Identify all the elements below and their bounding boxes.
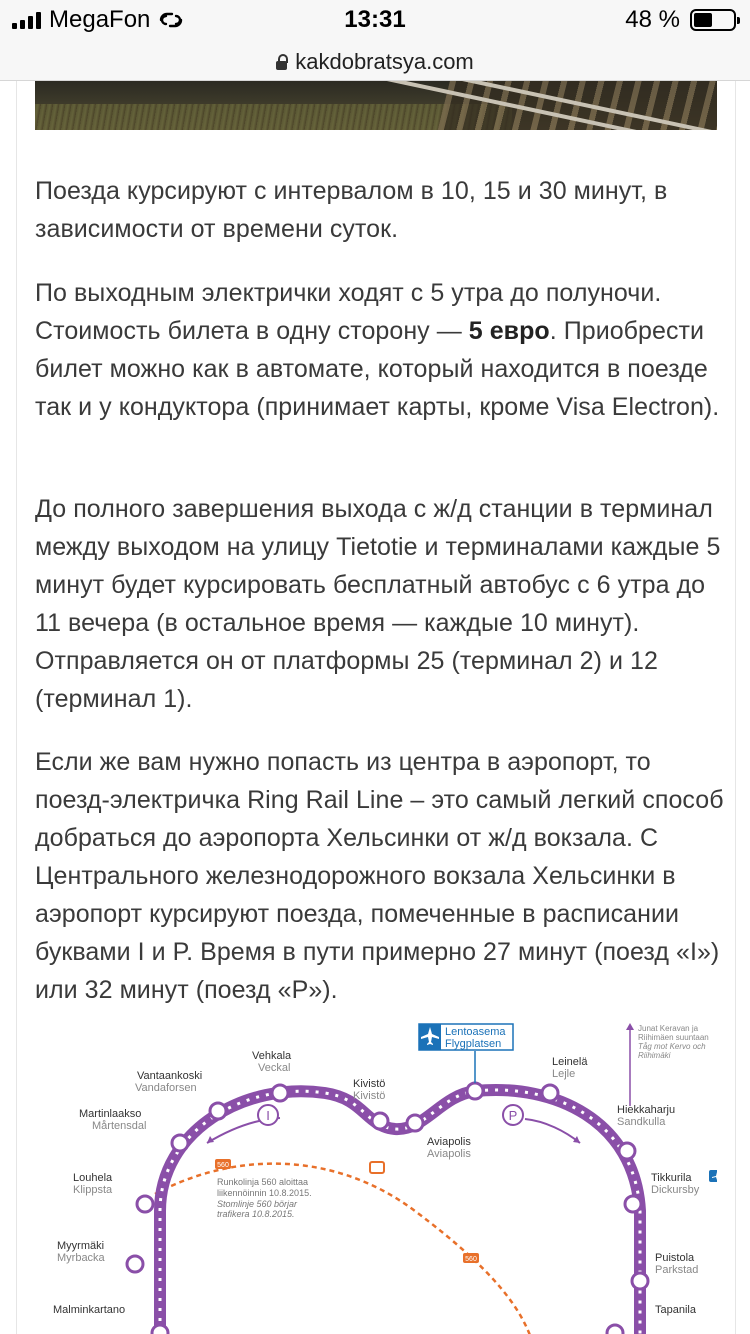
bus-stop-icon — [370, 1162, 384, 1173]
svg-text:Parkstad: Parkstad — [655, 1264, 699, 1276]
station-aviapolis — [407, 1115, 423, 1131]
bus-note: Runkolinja 560 aloittaa liikennöinnin 10.8.2015. Stomlinje 560 börjar trafikera 10.8.2015. — [217, 1177, 312, 1219]
url-text: kakdobratsya.com — [295, 49, 474, 74]
svg-text:Kivistö: Kivistö — [353, 1078, 386, 1090]
svg-text:560: 560 — [465, 1256, 477, 1263]
line-i-label: I — [266, 1108, 270, 1123]
railway-photo — [35, 81, 717, 130]
svg-text:Mårtensdal: Mårtensdal — [92, 1120, 147, 1132]
station-airport — [467, 1083, 483, 1099]
bus-route-line — [155, 1164, 535, 1334]
north-arrow-icon — [626, 1023, 634, 1030]
svg-text:Vehkala: Vehkala — [252, 1050, 292, 1062]
svg-text:Kivistö: Kivistö — [353, 1090, 386, 1102]
svg-text:Vantaankoski: Vantaankoski — [137, 1070, 203, 1082]
svg-text:Aviapolis: Aviapolis — [427, 1148, 471, 1160]
svg-text:Puistola: Puistola — [655, 1252, 695, 1264]
status-bar — [0, 0, 750, 44]
direction-note: Junat Keravan ja Riihimäen suuntaan Tåg mot Kervo och Riihimäki — [638, 1024, 709, 1060]
bus-route-badge — [463, 1253, 479, 1263]
svg-text:Vandaforsen: Vandaforsen — [135, 1082, 197, 1094]
article-page — [16, 81, 736, 1334]
station-louhela — [137, 1196, 153, 1212]
svg-text:Tikkurila: Tikkurila — [651, 1172, 692, 1184]
station-kivisto — [372, 1113, 388, 1129]
svg-text:Louhela: Louhela — [73, 1172, 113, 1184]
svg-text:Dickursby: Dickursby — [651, 1184, 700, 1196]
svg-text:Hiekkaharju: Hiekkaharju — [617, 1104, 676, 1116]
svg-text:Martinlaakso: Martinlaakso — [79, 1108, 142, 1120]
station-vantaankoski — [210, 1103, 226, 1119]
line-p-label: P — [508, 1108, 518, 1123]
station-martinlaakso — [172, 1135, 188, 1151]
svg-text:Klippsta: Klippsta — [73, 1184, 113, 1196]
svg-text:560: 560 — [217, 1162, 229, 1169]
svg-text:Malminkartano: Malminkartano — [53, 1304, 126, 1316]
carrier-name: MegaFon — [49, 6, 151, 33]
battery-icon — [690, 9, 736, 31]
svg-text:Leinelä: Leinelä — [552, 1056, 588, 1068]
svg-text:Aviapolis: Aviapolis — [427, 1136, 471, 1148]
bus-route-badge — [215, 1159, 231, 1169]
paragraph-shuttle-bus: До полного завершения выхода с ж/д станции в терминал между выходом на улицу Tietotie и терминалами каждые 5 минут будет курсировать бесплатный автобус с 6 утра до 11 вечера (в остальное время — каждые 10 минут). Отправляется он от платформы 25 (терминал 2) и 12 (терминал 1). — [35, 495, 721, 713]
ring-rail-map-svg — [35, 1021, 717, 1334]
svg-text:Myyrmäki: Myyrmäki — [57, 1240, 105, 1252]
station-leinela — [542, 1085, 558, 1101]
station-tapanila — [607, 1325, 623, 1334]
paragraph-weekend-text-1: По выходным электрички ходят с 5 утра до полуночи. Стоимость билета в одну сторону — — [35, 279, 662, 345]
lock-icon — [276, 61, 287, 70]
airport-name-fi: Lentoasema — [445, 1026, 506, 1038]
station-hiekkaharju — [619, 1143, 635, 1159]
status-time: 13:31 — [344, 6, 406, 33]
address-bar[interactable] — [0, 44, 750, 81]
svg-text:Sandkulla: Sandkulla — [617, 1116, 666, 1128]
airport-name-sv: Flygplatsen — [445, 1038, 502, 1050]
paragraph-weekend-text-2: . Приобрести билет можно как в автомате, который находится в поезде так и у кондуктора (принимает карты, кроме Visa Electron). — [35, 317, 720, 421]
svg-text:Tapanila: Tapanila — [655, 1304, 696, 1316]
status-right — [625, 6, 736, 34]
tikkurila-airport-icon — [709, 1170, 717, 1182]
station-puistola — [632, 1273, 648, 1289]
svg-text:Lejle: Lejle — [552, 1068, 576, 1080]
station-malminkartano — [152, 1325, 168, 1334]
station-myyrmaki — [127, 1256, 143, 1272]
svg-text:Veckal: Veckal — [258, 1062, 291, 1074]
station-tikkurila — [625, 1196, 641, 1212]
battery-percent: 48 % — [625, 6, 680, 33]
station-labels — [53, 1050, 700, 1316]
paragraph-weekend — [35, 274, 725, 426]
paragraph-ring-rail: Если же вам нужно попасть из центра в аэропорт, то поезд-электричка Ring Rail Line – это самый легкий способ добраться до аэропорта Хельсинки от ж/д вокзала. С Центрального железнодорожного вокзала Хельсинки в аэропорт курсируют поезда, помеченные в расписании буквами I и P. Время в пути примерно 27 минут (поезд «I») или 32 минут (поезд «P»). — [35, 748, 724, 1004]
direction-arrow-p — [525, 1119, 580, 1143]
station-vehkala — [272, 1085, 288, 1101]
ticket-price: 5 евро — [468, 317, 550, 345]
svg-text:Myrbacka: Myrbacka — [57, 1252, 105, 1264]
ring-rail-map — [35, 1021, 717, 1334]
paragraph-intervals: Поезда курсируют с интервалом в 10, 15 и 30 минут, в зависимости от времени суток. — [35, 177, 668, 243]
